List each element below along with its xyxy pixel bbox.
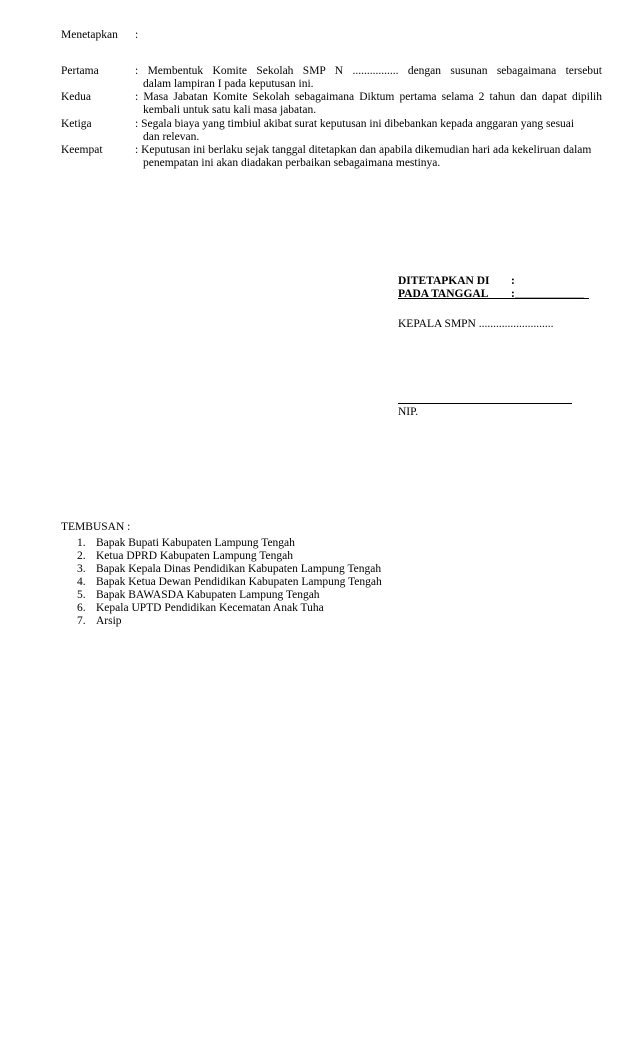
list-item-text: Bapak Kepala Dinas Pendidikan Kabupaten Lampung Tengah [96,563,382,575]
diktum-kedua-line1: : Masa Jabatan Komite Sekolah sebagaimana Diktum pertama selama 2 tahun dan dapat dipilih [135,91,602,103]
list-number: 5. [77,589,86,601]
menetapkan-label: Menetapkan [61,29,118,41]
diktum-label-ketiga: Ketiga [61,118,92,130]
nip-label: NIP. [398,406,419,418]
diktum-pertama-line1: : Membentuk Komite Sekolah SMP N ................ dengan susunan sebagaimana tersebut [135,65,602,77]
diktum-text-ketiga [135,118,602,144]
diktum-label-keempat: Keempat [61,144,103,156]
list-item [77,537,382,550]
list-item-text: Bapak BAWASDA Kabupaten Lampung Tengah [96,589,320,601]
list-item-text: Arsip [96,615,122,627]
list-item [77,550,382,563]
diktum-keempat-line2: penempatan ini akan diadakan perbaikan sebagaimana mestinya. [143,157,441,169]
list-item-text: Ketua DPRD Kabupaten Lampung Tengah [96,550,293,562]
list-item-text: Bapak Ketua Dewan Pendidikan Kabupaten Lampung Tengah [96,576,382,588]
list-item [77,589,382,602]
list-item-text: Kepala UPTD Pendidikan Kecematan Anak Tuha [96,602,324,614]
pada-tanggal-label: PADA TANGGAL [398,288,489,300]
tanggal-underline [398,298,589,299]
list-item [77,563,382,576]
list-number: 3. [77,563,86,575]
signature-line [398,403,572,404]
diktum-ketiga-line2: dan relevan. [143,131,200,143]
diktum-label-pertama: Pertama [61,65,99,77]
diktum-text-keempat [135,144,602,170]
ditetapkan-di-label: DITETAPKAN DI [398,275,490,287]
tembusan-list [77,537,382,628]
diktum-kedua-line2: kembali untuk satu kali masa jabatan. [143,104,317,116]
diktum-label-kedua: Kedua [61,91,92,103]
list-item [77,615,382,628]
tembusan-title: TEMBUSAN : [61,521,131,533]
diktum-text-kedua [135,91,602,117]
list-number: 1. [77,537,86,549]
diktum-ketiga-line1: : Segala biaya yang timbiul akibat surat keputusan ini dibebankan kepada anggaran yang sesuai [135,118,575,130]
list-number: 4. [77,576,86,588]
pada-tanggal-value: :____________ [511,288,584,300]
list-item [77,576,382,589]
list-number: 6. [77,602,86,614]
list-item [77,602,382,615]
list-number: 7. [77,615,86,627]
ditetapkan-di-value: : [511,275,515,287]
list-item-text: Bapak Bupati Kabupaten Lampung Tengah [96,537,295,549]
kepala-smpn-label: KEPALA SMPN .......................... [398,318,554,330]
diktum-keempat-line1: : Keputusan ini berlaku sejak tanggal ditetapkan dan apabila dikemudian hari ada kekeliruan dalam [135,144,592,156]
menetapkan-colon: : [135,29,139,41]
diktum-text-pertama [135,65,602,91]
list-number: 2. [77,550,86,562]
diktum-pertama-line2: dalam lampiran I pada keputusan ini. [143,78,314,90]
